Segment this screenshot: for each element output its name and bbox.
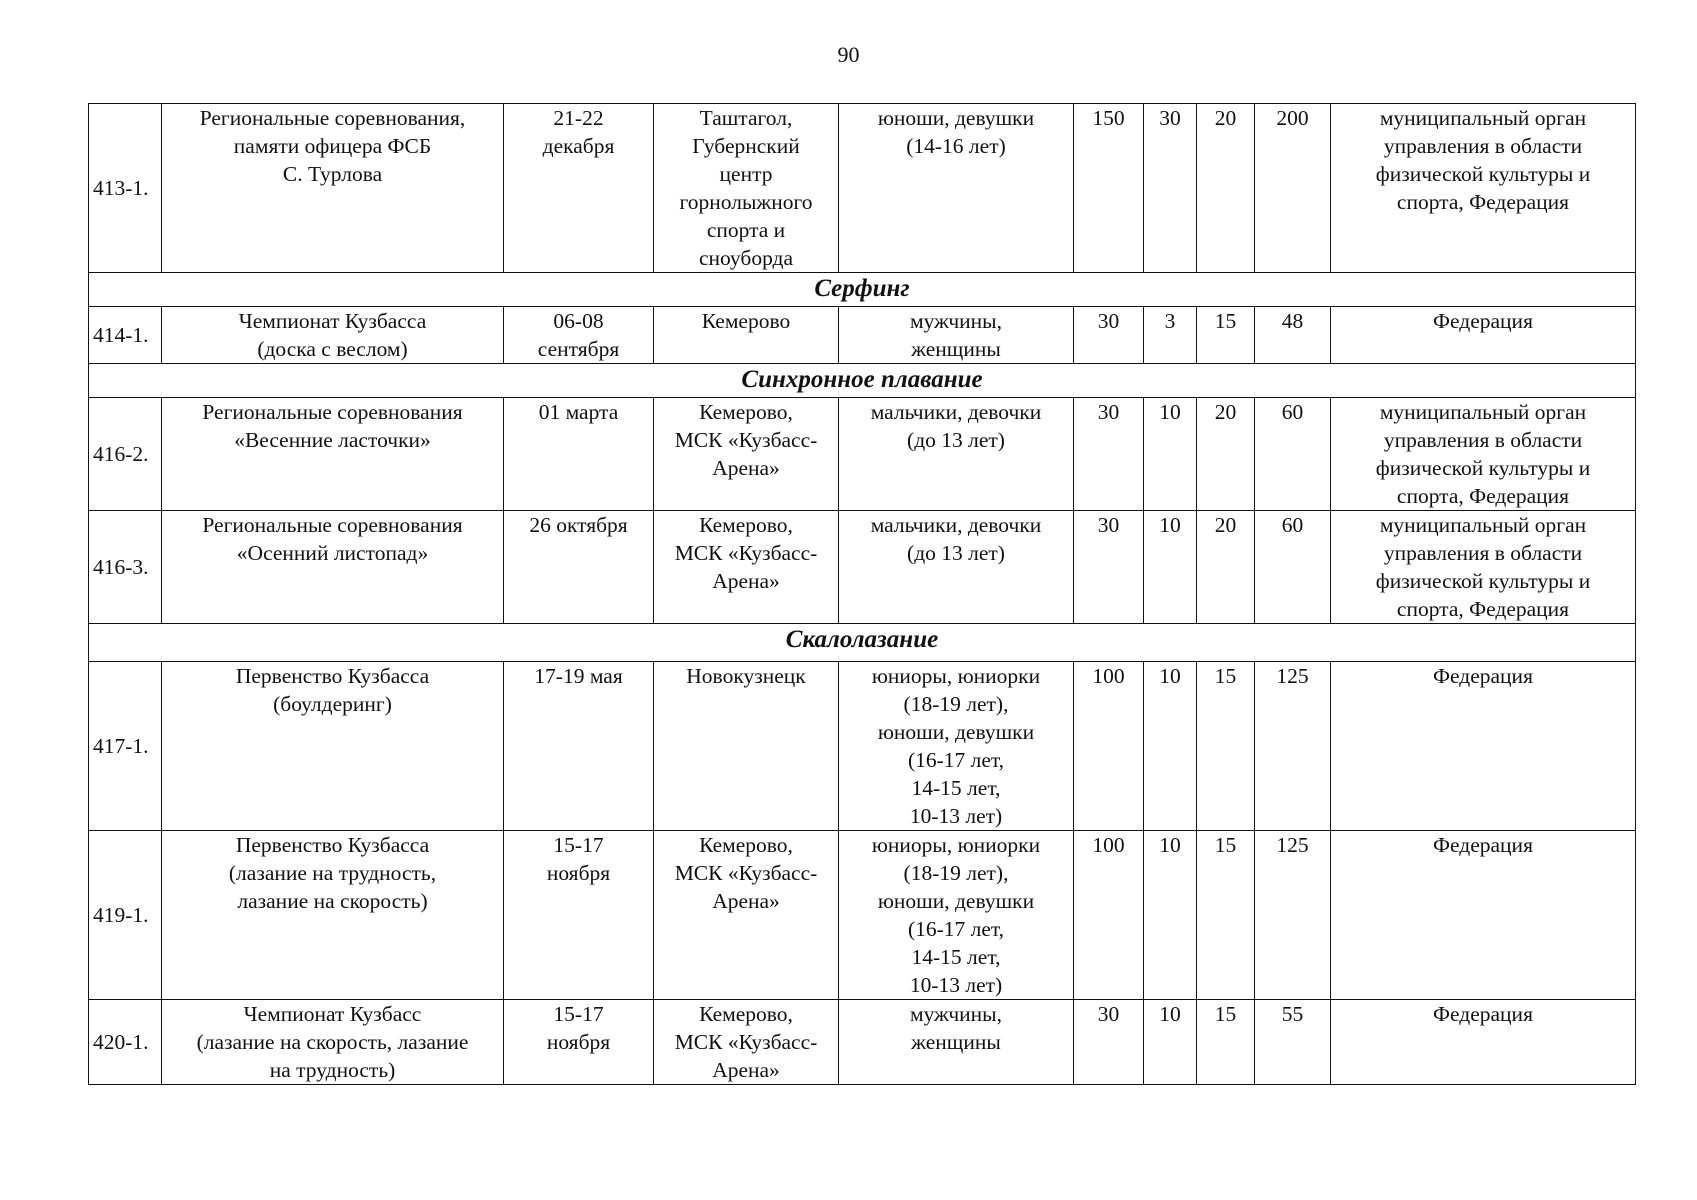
judges-count: 15 — [1197, 1000, 1255, 1085]
table-row — [89, 831, 1636, 1000]
event-organizer: муниципальный орган управления в области физической культуры и спорта, Федерация — [1331, 511, 1636, 624]
total-count: 60 — [1255, 398, 1331, 511]
table-row — [89, 662, 1636, 831]
trainers-count: 10 — [1144, 398, 1197, 511]
participants-count: 100 — [1074, 662, 1144, 831]
event-number: 416-3. — [89, 511, 162, 624]
trainers-count: 10 — [1144, 662, 1197, 831]
judges-count: 20 — [1197, 398, 1255, 511]
participants-count: 30 — [1074, 1000, 1144, 1085]
judges-count: 15 — [1197, 831, 1255, 1000]
event-place: Таштагол, Губернский центр горнолыжного спорта и сноуборда — [654, 104, 839, 273]
event-date: 26 октября — [504, 511, 654, 624]
event-name: Региональные соревнования «Осенний листопад» — [162, 511, 504, 624]
table-row — [89, 307, 1636, 364]
event-number: 416-2. — [89, 398, 162, 511]
judges-count: 20 — [1197, 511, 1255, 624]
judges-count: 20 — [1197, 104, 1255, 273]
event-name: Чемпионат Кузбасс (лазание на скорость, лазание на трудность) — [162, 1000, 504, 1085]
participants-count: 150 — [1074, 104, 1144, 273]
page-number: 90 — [837, 42, 860, 67]
participants-count: 30 — [1074, 398, 1144, 511]
event-category: мальчики, девочки (до 13 лет) — [839, 398, 1074, 511]
trainers-count: 10 — [1144, 511, 1197, 624]
total-count: 200 — [1255, 104, 1331, 273]
events-table — [88, 103, 1636, 1085]
event-name: Первенство Кузбасса (боулдеринг) — [162, 662, 504, 831]
participants-count: 100 — [1074, 831, 1144, 1000]
event-category: мужчины, женщины — [839, 1000, 1074, 1085]
section-title: Скалолазание — [89, 624, 1636, 662]
event-date: 01 марта — [504, 398, 654, 511]
event-name: Первенство Кузбасса (лазание на трудность, лазание на скорость) — [162, 831, 504, 1000]
trainers-count: 10 — [1144, 831, 1197, 1000]
judges-count: 15 — [1197, 307, 1255, 364]
event-number: 413-1. — [89, 104, 162, 273]
event-date: 21-22 декабря — [504, 104, 654, 273]
participants-count: 30 — [1074, 511, 1144, 624]
table-row — [89, 104, 1636, 273]
event-category: юноши, девушки (14-16 лет) — [839, 104, 1074, 273]
table-row — [89, 1000, 1636, 1085]
section-row — [89, 273, 1636, 307]
event-number: 419-1. — [89, 831, 162, 1000]
section-row — [89, 624, 1636, 662]
event-number: 420-1. — [89, 1000, 162, 1085]
judges-count: 15 — [1197, 662, 1255, 831]
event-name: Чемпионат Кузбасса (доска с веслом) — [162, 307, 504, 364]
event-number: 414-1. — [89, 307, 162, 364]
event-place: Кемерово — [654, 307, 839, 364]
event-date: 06-08 сентября — [504, 307, 654, 364]
trainers-count: 30 — [1144, 104, 1197, 273]
event-organizer: Федерация — [1331, 831, 1636, 1000]
event-place: Кемерово, МСК «Кузбасс- Арена» — [654, 831, 839, 1000]
event-place: Кемерово, МСК «Кузбасс- Арена» — [654, 1000, 839, 1085]
section-title: Синхронное плавание — [89, 364, 1636, 398]
table-row — [89, 398, 1636, 511]
event-place: Кемерово, МСК «Кузбасс- Арена» — [654, 511, 839, 624]
event-organizer: муниципальный орган управления в области физической культуры и спорта, Федерация — [1331, 398, 1636, 511]
event-date: 15-17 ноября — [504, 1000, 654, 1085]
total-count: 125 — [1255, 831, 1331, 1000]
trainers-count: 10 — [1144, 1000, 1197, 1085]
total-count: 125 — [1255, 662, 1331, 831]
total-count: 48 — [1255, 307, 1331, 364]
event-number: 417-1. — [89, 662, 162, 831]
event-place: Новокузнецк — [654, 662, 839, 831]
section-title: Серфинг — [89, 273, 1636, 307]
total-count: 60 — [1255, 511, 1331, 624]
total-count: 55 — [1255, 1000, 1331, 1085]
event-name: Региональные соревнования, памяти офицера ФСБ С. Турлова — [162, 104, 504, 273]
event-date: 15-17 ноября — [504, 831, 654, 1000]
participants-count: 30 — [1074, 307, 1144, 364]
event-name: Региональные соревнования «Весенние ласточки» — [162, 398, 504, 511]
event-organizer: муниципальный орган управления в области физической культуры и спорта, Федерация — [1331, 104, 1636, 273]
table-row — [89, 511, 1636, 624]
event-date: 17-19 мая — [504, 662, 654, 831]
event-place: Кемерово, МСК «Кузбасс- Арена» — [654, 398, 839, 511]
section-row — [89, 364, 1636, 398]
event-organizer: Федерация — [1331, 307, 1636, 364]
event-organizer: Федерация — [1331, 1000, 1636, 1085]
event-category: юниоры, юниорки (18-19 лет), юноши, девушки (16-17 лет, 14-15 лет, 10-13 лет) — [839, 831, 1074, 1000]
event-category: мальчики, девочки (до 13 лет) — [839, 511, 1074, 624]
event-category: мужчины, женщины — [839, 307, 1074, 364]
trainers-count: 3 — [1144, 307, 1197, 364]
event-organizer: Федерация — [1331, 662, 1636, 831]
event-category: юниоры, юниорки (18-19 лет), юноши, девушки (16-17 лет, 14-15 лет, 10-13 лет) — [839, 662, 1074, 831]
